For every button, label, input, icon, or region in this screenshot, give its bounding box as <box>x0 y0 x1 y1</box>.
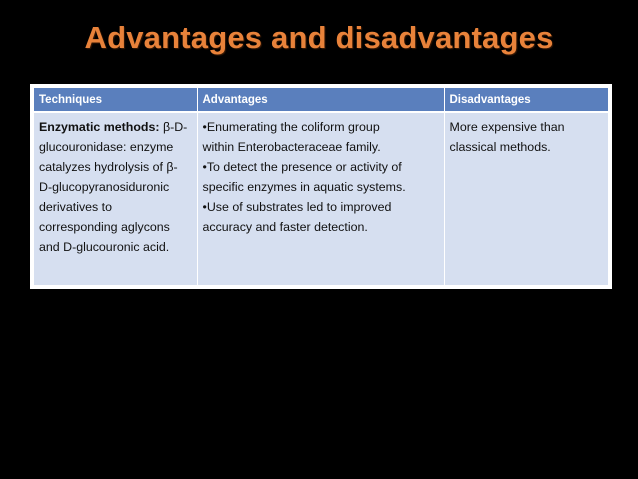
technique-line: corresponding aglycons <box>39 220 170 234</box>
slide-title: Advantages and disadvantages <box>84 20 554 55</box>
cell-advantages <box>197 112 444 285</box>
technique-first-line-rest: β-D- <box>159 120 188 134</box>
table-row <box>34 112 608 285</box>
technique-name: Enzymatic methods: <box>39 120 160 134</box>
advantage-line: •Enumerating the coliform group <box>202 120 380 134</box>
comparison-table <box>30 84 612 289</box>
header-advantages: Advantages <box>197 88 444 112</box>
disadvantage-line: classical methods. <box>449 140 551 154</box>
header-techniques: Techniques <box>34 88 197 112</box>
advantage-line: •To detect the presence or activity of <box>202 160 402 174</box>
table-header-row <box>34 88 608 112</box>
technique-line: glucouronidase: enzyme <box>39 140 174 154</box>
advantage-line: •Use of substrates led to improved <box>202 200 392 214</box>
comparison-table-grid <box>34 88 608 285</box>
advantage-line: specific enzymes in aquatic systems. <box>202 180 406 194</box>
technique-line: and D-glucouronic acid. <box>39 240 170 254</box>
header-disadvantages: Disadvantages <box>444 88 608 112</box>
disadvantage-line: More expensive than <box>449 120 565 134</box>
cell-techniques <box>34 112 197 285</box>
technique-line: catalyzes hydrolysis of β- <box>39 160 178 174</box>
cell-disadvantages <box>444 112 608 285</box>
technique-line: D-glucopyranosiduronic <box>39 180 170 194</box>
advantage-line: within Enterobacteraceae family. <box>202 140 381 154</box>
technique-first-line <box>39 117 192 137</box>
technique-line: derivatives to <box>39 200 113 214</box>
advantage-line: accuracy and faster detection. <box>202 220 368 234</box>
